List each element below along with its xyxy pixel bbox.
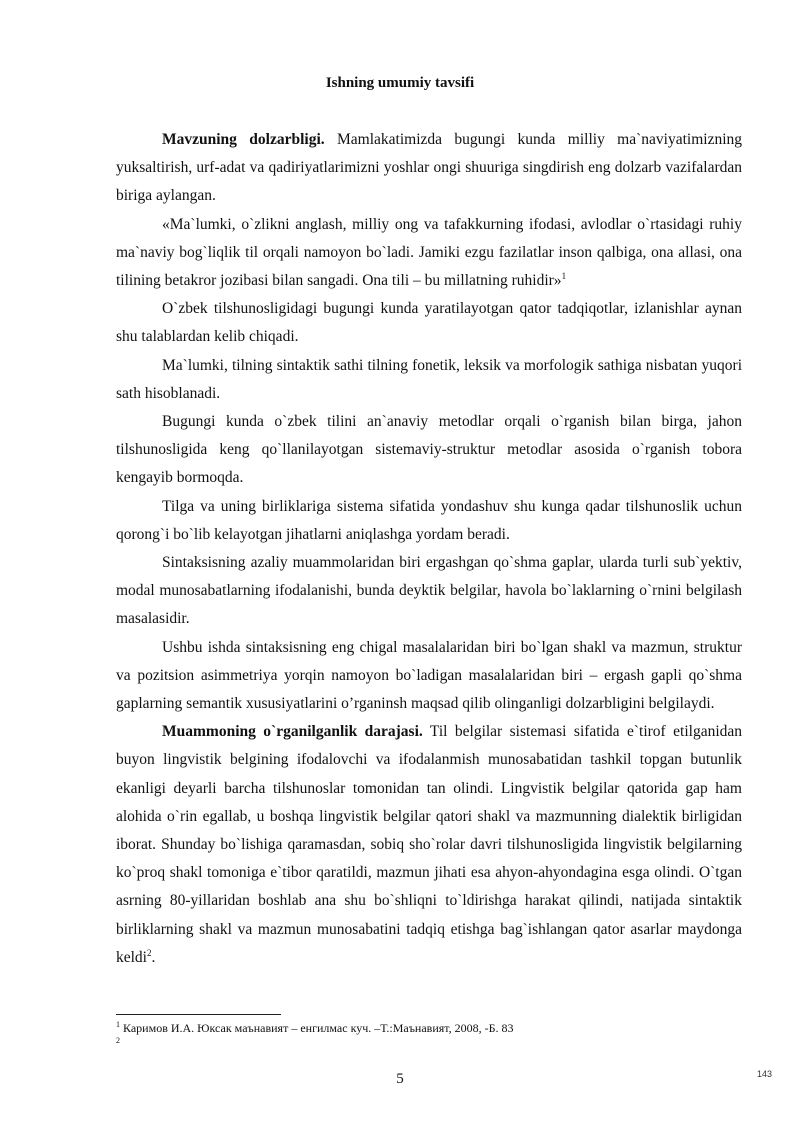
paragraph: Tilga va uning birliklariga sistema sifatida yondashuv shu kunga qadar tilshunoslik uchun qorong`i bo`lib kelayotgan jihatlarni aniqlashga yordam beradi.: [116, 497, 742, 543]
paragraph-text: «Ma`lumki, o`zlikni anglash, milliy ong va tafakkurning ifodasi, avlodlar o`rtasidagi ruhiy ma`naviy bog`liqlik til orqali namoyon bo`ladi. Jamiki ezgu fazilatlar inson qalbiga, ona allasi, ona tilining betakror jozibasi bilan sangadi. Ona tili – bu millatning ruhidir»: [116, 215, 742, 290]
footnote-separator: [116, 1014, 281, 1015]
paragraph: Bugungi kunda o`zbek tilini an`anaviy metodlar orqali o`rganish bilan birga, jahon tilshunosligida keng qo`llanilayotgan sistemaviy-struktur metodlar asosida o`rganish tobora kengayib bormoqda.: [116, 413, 742, 487]
paragraph-relevance: [116, 126, 742, 211]
document-title: Ishning umumiy tavsifi: [325, 75, 475, 91]
footnote-1: [116, 1020, 736, 1036]
footnote-ref-2: 2: [147, 947, 152, 958]
heading-relevance: Mavzuning dolzarbligi.: [162, 131, 325, 148]
paragraph: Sintaksisning azaliy muammolaridan biri ergashgan qo`shma gaplar, ularda turli sub`yektiv, modal munosabatlarning ifodalanishi, bunda deyktik belgilar, havola bo`laklarning o`rnini belgilash masalasidir.: [116, 554, 742, 628]
paragraph: Ushbu ishda sintaksisning eng chigal masalalaridan biri bo`lgan shakl va mazmun, struktur va pozitsion asimmetriya yorqin namoyon bo`ladigan masalalaridan biri – ergash gapli qo`shma gaplarning semantik xususiyatlarini o’rganinsh maqsad qilib olinganligi dolzarbligini belgilaydi.: [116, 638, 742, 713]
paragraph: O`zbek tilshunosligidagi bugungi kunda yaratilayotgan qator tadqiqotlar, izlanishlar aynan shu talablardan kelib chiqadi.: [116, 300, 742, 346]
footnote-number: 1: [116, 1020, 120, 1029]
heading-study-degree: Muammoning o`rganilganlik darajasi.: [162, 723, 423, 741]
footnote-number: 2: [116, 1036, 120, 1045]
paragraph-end: .: [151, 948, 156, 966]
footnote-text: Каримов И.А. Юксак маънавият – енгилмас куч. –Т.:Маънавият, 2008, -Б. 83: [120, 1021, 514, 1035]
paragraph-quote: [116, 211, 742, 296]
paragraph-study-degree: [116, 718, 742, 972]
paragraph-text: Mamlakatimizda bugungi kunda milliy ma`naviyatimizning yuksaltirish, urf-adat va qadiriyatlarimizni yoshlar ongi shuuriga singdirish eng dolzarb vazifalardan biriga aylangan.: [116, 131, 742, 205]
paragraph-text: Til belgilar sistemasi sifatida e`tirof etilganidan buyon lingvistik belgining ifodalovchi va ifodalanmish munosabatidan tashkil topgan butunlik ekanligi deyarli barcha tilshunoslar tomonidan tan olindi. Lingvistik belgilar qatorida gap ham alohida o`rin egallab, u boshqa lingvistik belgilar qatori shakl va mazmunning dialektik birligidan iborat. Shunday bo`lishiga qaramasdan, sobiq sho`rolar davri tilshunosligida lingvistik belgilarning ko`proq shakl tomoniga e`tibor qaratildi, mazmun jihati esa ahyon-ahyondagina esga olindi. O`tgan asrning 80-yillaridan boshlab ana shu bo`shliqni to`ldirishga harakat qilindi, natijada sintaktik birliklarning shakl va mazmun munosabatini tadqiq etishga bag`ishlangan qator asarlar maydonga keldi: [116, 723, 743, 966]
main-text: [116, 126, 742, 972]
footnotes: [116, 1020, 736, 1052]
sheet-number: 143: [756, 1069, 772, 1079]
footnote-2: [116, 1036, 736, 1052]
page-number: 5: [396, 1071, 404, 1087]
footnote-ref-1: 1: [561, 270, 567, 281]
paragraph: Ma`lumki, tilning sintaktik sathi tilning fonetik, leksik va morfologik sathiga nisbatan yuqori sath hisoblanadi.: [116, 356, 742, 402]
